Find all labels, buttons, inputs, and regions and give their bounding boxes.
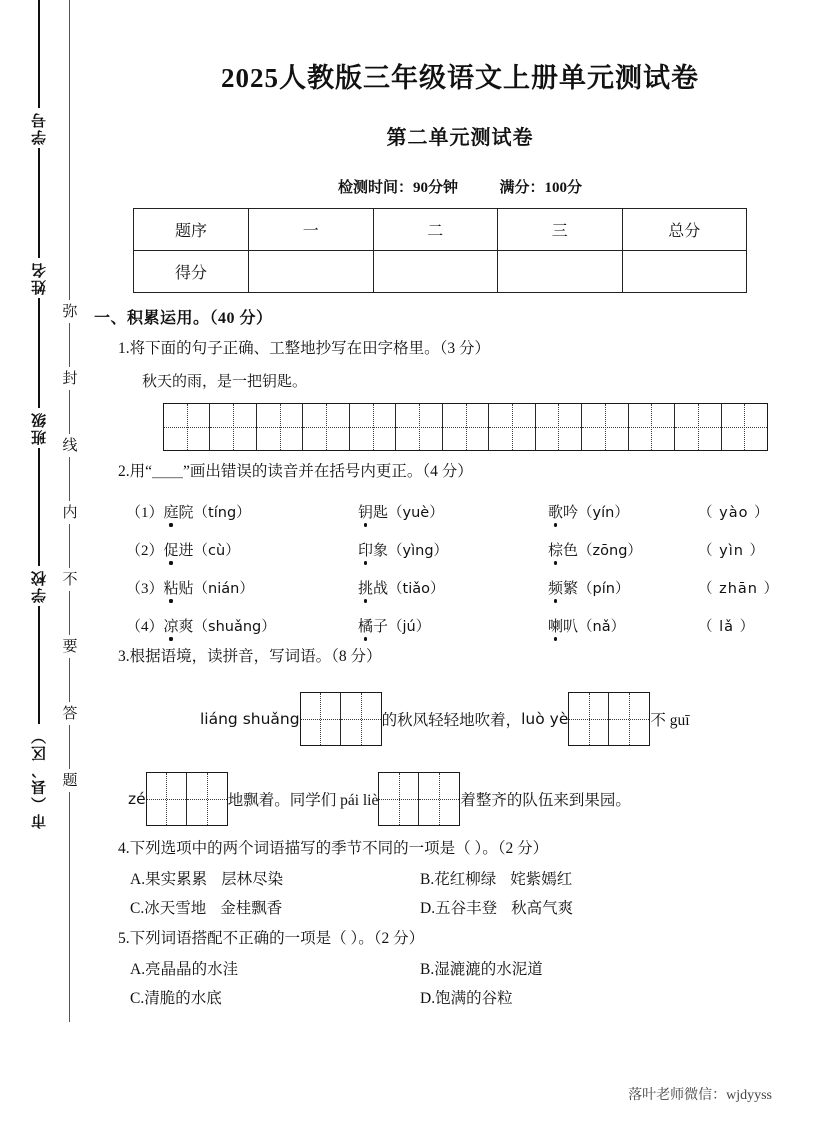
option-key: A. (130, 961, 146, 979)
seal-inner-column (56, 0, 82, 1122)
tianzige-cell[interactable] (301, 693, 341, 745)
q2-answer-bracket[interactable]: （ yìn ） (698, 542, 766, 559)
q2-char: 色 (563, 542, 579, 559)
tianzige-cell[interactable] (341, 693, 381, 745)
seal-rule-thin (69, 658, 70, 702)
q2-dotted-char: 凉 (164, 615, 179, 636)
answer-box-luoye[interactable] (568, 692, 650, 746)
score-col-total: 总分 (622, 209, 747, 251)
seal-label-banji: 班级 (31, 411, 48, 445)
seal-char-nei: 内 (60, 504, 77, 521)
answer-box-pailie[interactable] (378, 772, 460, 826)
seal-rule (38, 448, 40, 566)
seal-char-yao: 要 (60, 638, 77, 655)
q2-dotted-char: 橘 (358, 615, 373, 636)
tianzige-copy-grid[interactable] (163, 403, 768, 451)
q3-pinyin-luoye: luò yè (521, 709, 569, 728)
score-row-label-points: 得分 (134, 251, 249, 293)
seal-char-mi: 弥 (60, 303, 77, 320)
option-a[interactable] (130, 957, 420, 979)
q2-char: 院 (178, 504, 194, 521)
question-5-options-row (130, 957, 820, 979)
option-key: A. (130, 871, 146, 888)
seal-rule-thin (69, 390, 70, 434)
q2-item-col1[interactable] (126, 615, 358, 636)
q2-char: 吟 (563, 504, 579, 521)
option-d[interactable] (420, 896, 710, 918)
q2-dotted-char: 频 (548, 577, 563, 598)
q2-pinyin: （yìng） (388, 542, 449, 559)
q2-char: 爽 (178, 618, 194, 635)
q2-index: （1） (126, 504, 164, 521)
answer-box-ze[interactable] (146, 772, 228, 826)
section-1-heading: 一、积累运用。（40 分） (94, 310, 273, 327)
option-c[interactable] (130, 896, 420, 918)
option-key: D. (420, 990, 436, 1008)
q2-dotted-char: 促 (164, 539, 179, 560)
question-4-stem: 4.下列选项中的两个词语描写的季节不同的一项是（ ）。（2 分） (118, 839, 549, 857)
option-d[interactable] (420, 986, 710, 1008)
option-key: B. (420, 871, 435, 888)
q2-index: （4） (126, 618, 164, 635)
q2-item-col1[interactable] (126, 501, 358, 522)
q2-item-col3[interactable] (548, 501, 698, 522)
q2-char: 象 (373, 542, 389, 559)
q2-answer-bracket[interactable]: （ zhān ） (698, 580, 780, 597)
option-text-1: 饱满的谷粒 (435, 990, 513, 1008)
seal-rule (38, 606, 40, 724)
q2-answer-bracket[interactable]: （ yào ） (698, 504, 770, 521)
q2-item-col2[interactable] (358, 501, 548, 522)
q2-pinyin: （tíng） (193, 504, 251, 521)
q2-dotted-char: 粘 (164, 577, 179, 598)
score-col-3: 三 (498, 209, 623, 251)
tianzige-cell[interactable] (350, 404, 396, 450)
question-2-stem: 2.用“＿＿”画出错误的读音并在括号内更正。（4 分） (118, 463, 473, 481)
q2-pinyin: （yuè） (388, 504, 444, 521)
question-3-line-1 (100, 690, 820, 748)
option-text-2: 层林尽染 (221, 871, 284, 888)
q2-char: 繁 (563, 580, 579, 597)
seal-label-xingming: 姓名 (31, 261, 48, 295)
score-cell-2[interactable] (373, 251, 498, 293)
tianzige-cell[interactable] (379, 773, 419, 825)
seal-rule (38, 0, 40, 108)
tianzige-cell[interactable] (419, 773, 459, 825)
option-a[interactable] (130, 867, 420, 889)
question-3-stem: 3.根据语境，读拼音，写词语。（8 分） (118, 647, 382, 665)
q2-pinyin: （jú） (388, 618, 431, 635)
q2-pinyin: （cù） (193, 542, 240, 559)
score-row-label-index: 题序 (134, 209, 249, 251)
q2-pinyin: （tiǎo） (388, 580, 445, 597)
option-key: C. (130, 900, 145, 917)
q2-dotted-char: 歌 (548, 501, 563, 522)
tianzige-cell[interactable] (443, 404, 489, 450)
q2-item-col3[interactable] (548, 539, 698, 560)
seal-rule-thin (69, 792, 70, 1022)
seal-char-ti: 题 (60, 772, 77, 789)
option-text-1: 亮晶晶的水洼 (145, 961, 239, 979)
q2-pinyin: （nián） (193, 580, 254, 597)
score-col-1: 一 (249, 209, 374, 251)
exam-meta (100, 150, 820, 205)
exam-sheet (94, 0, 820, 1122)
tianzige-cell[interactable] (303, 404, 349, 450)
seal-char-xian: 线 (60, 437, 77, 454)
score-col-2: 二 (373, 209, 498, 251)
option-text-1: 花红柳绿 (434, 871, 497, 888)
q2-pinyin: （yín） (578, 504, 629, 521)
option-text-2: 姹紫嫣红 (510, 871, 573, 888)
q2-char: 战 (373, 580, 389, 597)
tianzige-cell[interactable] (147, 773, 187, 825)
question-2-row (126, 529, 820, 560)
tianzige-cell[interactable] (164, 404, 210, 450)
seal-char-da: 答 (60, 705, 77, 722)
footer-note-text: 落叶老师微信：wjdyyss (628, 1088, 772, 1103)
tianzige-cell[interactable] (396, 404, 442, 450)
q2-pinyin: （pín） (578, 580, 630, 597)
footer-watermark (100, 1084, 820, 1104)
q2-item-col3[interactable] (548, 615, 698, 636)
question-5-stem: 5.下列词语搭配不正确的一项是（ ）。（2 分） (118, 930, 425, 947)
exam-total-label: 满分：100分 (499, 180, 583, 196)
question-4-options-row (130, 896, 820, 918)
seal-rule-thin (69, 323, 70, 367)
seal-label-shi-xian-qu: 市（县、区） (31, 727, 48, 829)
exam-time-label: 检测时间：90分钟 (337, 180, 458, 196)
q2-dotted-char: 庭 (164, 501, 179, 522)
q3-line1-middle-text: 的秋风轻轻地吹着， (381, 711, 522, 729)
tianzige-cell[interactable] (609, 693, 649, 745)
q2-item-col2[interactable] (358, 539, 548, 560)
q2-dotted-char: 棕 (548, 539, 563, 560)
option-text-2: 金桂飘香 (220, 900, 283, 917)
q2-answer-bracket[interactable]: （ lǎ ） (698, 618, 756, 635)
option-c[interactable] (130, 986, 420, 1008)
q3-pinyin-liangshuang: liáng shuǎng (200, 709, 300, 728)
q2-index: （3） (126, 580, 164, 597)
answer-box-liangshuang[interactable] (300, 692, 382, 746)
seal-label-xuehao: 学号 (31, 111, 48, 145)
tianzige-cell[interactable] (187, 773, 227, 825)
q2-item-col1[interactable] (126, 539, 358, 560)
tianzige-cell[interactable] (629, 404, 675, 450)
seal-rule-thin (69, 725, 70, 769)
q2-index: （2） (126, 542, 164, 559)
q2-char: 叭 (563, 618, 579, 635)
q2-char: 贴 (178, 580, 194, 597)
seal-label-xuexiao: 学校 (31, 569, 48, 603)
q2-pinyin: （zōng） (578, 542, 642, 559)
q2-item-col2[interactable] (358, 577, 548, 598)
tianzige-cell[interactable] (210, 404, 256, 450)
score-table (133, 208, 747, 293)
option-key: B. (420, 961, 435, 979)
sealing-margin (0, 0, 100, 1122)
q2-dotted-char: 喇 (548, 615, 563, 636)
option-text-1: 湿漉漉的水泥道 (434, 961, 543, 979)
tianzige-cell[interactable] (722, 404, 767, 450)
tianzige-cell[interactable] (569, 693, 609, 745)
seal-rule (38, 148, 40, 258)
tianzige-cell[interactable] (489, 404, 535, 450)
question-2-row (126, 567, 820, 598)
q2-pinyin: （nǎ） (578, 618, 626, 635)
tianzige-cell[interactable] (257, 404, 303, 450)
seal-rule (38, 298, 40, 408)
q2-dotted-char: 挑 (358, 577, 373, 598)
question-5-options-row (130, 986, 820, 1008)
table-row (134, 209, 747, 251)
seal-rule-thin (69, 457, 70, 501)
q3-line1-tail-text: 不 guī (650, 711, 690, 729)
seal-char-feng: 封 (60, 370, 77, 387)
q3-pinyin-ze: zé (128, 789, 146, 808)
page-title: 2025人教版三年级语文上册单元测试卷 (221, 63, 699, 93)
q2-pinyin: （shuǎng） (193, 618, 276, 635)
question-2-row (126, 491, 820, 522)
option-text-1: 五谷丰登 (435, 900, 498, 917)
question-4-options-row (130, 867, 820, 889)
question-2-row (126, 605, 820, 636)
score-cell-total[interactable] (622, 251, 747, 293)
question-3-line-2 (100, 770, 820, 828)
score-cell-3[interactable] (498, 251, 623, 293)
option-key: C. (130, 990, 145, 1008)
q2-item-col3[interactable] (548, 577, 698, 598)
table-row (134, 251, 747, 293)
option-text-1: 果实累累 (145, 871, 208, 888)
seal-outer-column (26, 0, 52, 1122)
page-subtitle: 第二单元测试卷 (386, 127, 534, 149)
q3-line2-tail-text: 着整齐的队伍来到果园。 (460, 791, 631, 809)
q2-item-col2[interactable] (358, 615, 548, 636)
tianzige-cell[interactable] (536, 404, 582, 450)
option-text-1: 冰天雪地 (144, 900, 207, 917)
question-1-stem: 1.将下面的句子正确、工整地抄写在田字格里。（3 分） (118, 340, 491, 357)
question-1-sentence: 秋天的雨，是一把钥匙。 (142, 374, 308, 391)
seal-char-bu: 不 (60, 571, 77, 588)
q3-line2-middle-text: 地飘着。同学们 pái liè (227, 791, 379, 809)
seal-rule-thin (69, 0, 70, 300)
option-key: D. (420, 900, 436, 917)
q2-char: 进 (178, 542, 194, 559)
q2-char: 子 (373, 618, 389, 635)
q2-dotted-char: 印 (358, 539, 373, 560)
tianzige-cell[interactable] (582, 404, 628, 450)
option-text-1: 清脆的水底 (144, 990, 222, 1008)
seal-rule-thin (69, 524, 70, 568)
q2-item-col1[interactable] (126, 577, 358, 598)
q2-dotted-char: 钥 (358, 501, 373, 522)
option-text-2: 秋高气爽 (511, 900, 574, 917)
q2-char: 匙 (373, 504, 389, 521)
tianzige-cell[interactable] (675, 404, 721, 450)
seal-rule-thin (69, 591, 70, 635)
score-cell-1[interactable] (249, 251, 374, 293)
option-b[interactable] (420, 867, 710, 889)
option-b[interactable] (420, 957, 710, 979)
